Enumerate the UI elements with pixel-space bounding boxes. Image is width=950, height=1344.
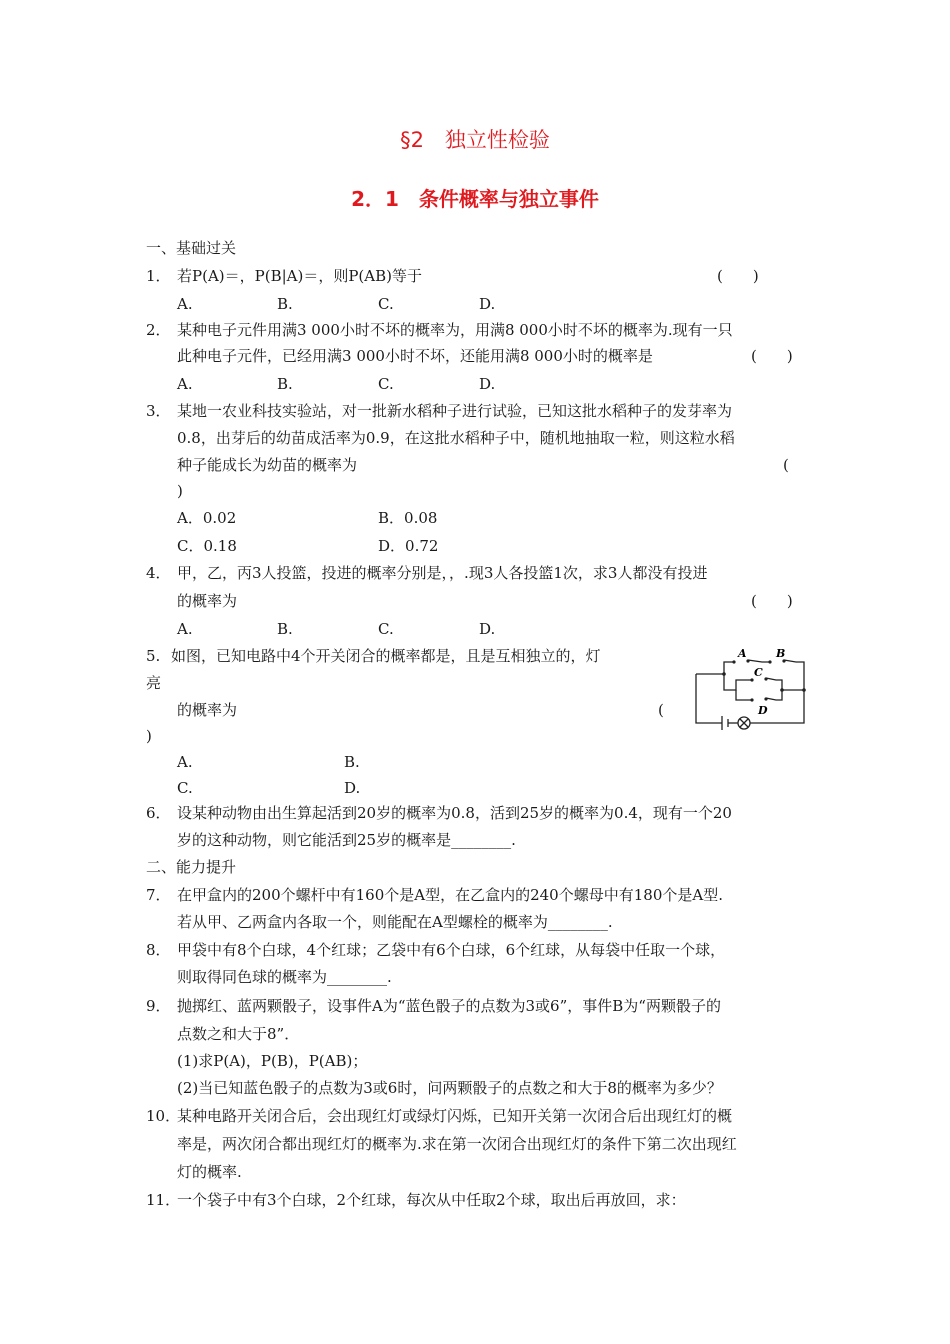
q4-line1: 甲，乙，丙3人投篮，投进的概率分别是，，.现3人各投篮1次，求3人都没有投进 <box>177 564 708 582</box>
q4-option-b: B. <box>277 620 293 638</box>
q3-paren-close: ) <box>177 482 183 500</box>
q4-option-d: D. <box>479 620 496 638</box>
q5-option-d: D. <box>344 779 361 797</box>
q5-line1: 如图，已知电路中4个开关闭合的概率都是，且是互相独立的，灯 <box>171 647 601 665</box>
q9-sub2: (2)当已知蓝色骰子的点数为3或6时，问两颗骰子的点数之和大于8的概率为多少？ <box>177 1079 722 1097</box>
q3-line2: 0.8，出芽后的幼苗成活率为0.9，在这批水稻种子中，随机地抽取一粒，则这粒水稻 <box>177 429 735 447</box>
q6-line1: 设某种动物由出生算起活到20岁的概率为0.8，活到25岁的概率为0.4，现有一个20 <box>177 804 732 822</box>
section-basic: 一、基础过关 <box>146 239 237 257</box>
q1-option-b: B. <box>277 295 293 313</box>
q3-number: 3． <box>146 402 171 420</box>
q9-line2: 点数之和大于8”． <box>177 1025 300 1043</box>
q4-option-a: A. <box>177 620 193 638</box>
q10-number: 10． <box>146 1107 181 1125</box>
q5-line2: 的概率为 <box>177 701 238 719</box>
q3-option-a: A．0.02 <box>177 509 237 527</box>
q5-option-a: A. <box>177 753 193 771</box>
q2-option-d: D. <box>479 375 496 393</box>
q8-number: 8． <box>146 941 171 959</box>
circuit-label-b: B <box>776 647 786 660</box>
subsection-title: 2．1 条件概率与独立事件 <box>351 187 599 211</box>
q1-option-a: A. <box>177 295 193 313</box>
q3-line1: 某地一农业科技实验站，对一批新水稻种子进行试验，已知这批水稻种子的发芽率为 <box>177 402 733 420</box>
q2-number: 2． <box>146 321 171 339</box>
q1-answer-paren: ( ) <box>717 267 759 285</box>
q5-option-b: B. <box>344 753 360 771</box>
q10-line3: 灯的概率. <box>177 1163 242 1181</box>
q7-number: 7． <box>146 886 171 904</box>
q6-number: 6． <box>146 804 171 822</box>
q9-number: 9． <box>146 997 171 1015</box>
q11-number: 11． <box>146 1191 181 1209</box>
q5-paren-close: ) <box>146 727 152 745</box>
q2-option-a: A. <box>177 375 193 393</box>
q4-option-c: C. <box>378 620 394 638</box>
q6-line2: 岁的这种动物，则它能活到25岁的概率是________. <box>177 831 516 849</box>
q3-paren-open: ( <box>783 456 789 474</box>
q3-option-c: C．0.18 <box>177 537 237 555</box>
q4-line2: 的概率为 <box>177 592 238 610</box>
q1-option-d: D. <box>479 295 496 313</box>
q8-line1: 甲袋中有8个白球，4个红球；乙袋中有6个白球，6个红球，从每袋中任取一个球， <box>177 941 726 959</box>
section-title: §2 独立性检验 <box>400 128 550 152</box>
circuit-label-c: C <box>754 666 763 679</box>
q2-answer-paren: ( ) <box>751 347 793 365</box>
circuit-diagram <box>690 642 815 734</box>
q9-line1: 抛掷红、蓝两颗骰子，设事件A为“蓝色骰子的点数为3或6”，事件B为“两颗骰子的 <box>177 997 721 1015</box>
q2-line2: 此种电子元件，已经用满3 000小时不坏，还能用满8 000小时的概率是 <box>177 347 653 365</box>
q3-line3: 种子能成长为幼苗的概率为 <box>177 456 358 474</box>
q7-line1: 在甲盒内的200个螺杆中有160个是A型，在乙盒内的240个螺母中有180个是A型. <box>177 886 723 904</box>
q8-line2: 则取得同色球的概率为________. <box>177 968 392 986</box>
q10-line2: 率是，两次闭合都出现红灯的概率为.求在第一次闭合出现红灯的条件下第二次出现红 <box>177 1135 737 1153</box>
q5-number: 5. <box>146 647 161 665</box>
q3-option-b: B．0.08 <box>378 509 438 527</box>
q10-line1: 某种电路开关闭合后，会出现红灯或绿灯闪烁，已知开关第一次闭合后出现红灯的概 <box>177 1107 733 1125</box>
q2-line1: 某种电子元件用满3 000小时不坏的概率为，用满8 000小时不坏的概率为.现有一只 <box>177 321 733 339</box>
q4-number: 4． <box>146 564 171 582</box>
q1-text: 若P(A)＝，P(B|A)＝，则P(AB)等于 <box>177 267 422 285</box>
q5-line1b: 亮 <box>146 674 162 692</box>
circuit-label-a: A <box>738 647 747 660</box>
q5-paren-open: ( <box>658 701 664 719</box>
q7-line2: 若从甲、乙两盒内各取一个，则能配在A型螺栓的概率为________. <box>177 913 613 931</box>
q3-option-d: D．0.72 <box>378 537 439 555</box>
q5-option-c: C. <box>177 779 193 797</box>
q1-option-c: C. <box>378 295 394 313</box>
circuit-label-d: D <box>758 704 768 717</box>
q1-number: 1． <box>146 267 171 285</box>
section-advanced: 二、能力提升 <box>146 858 237 876</box>
q9-sub1: (1)求P(A)，P(B)，P(AB)； <box>177 1052 368 1070</box>
q2-option-c: C. <box>378 375 394 393</box>
q4-answer-paren: ( ) <box>751 592 793 610</box>
q11-line1: 一个袋子中有3个白球，2个红球，每次从中任取2个球，取出后再放回，求： <box>177 1191 686 1209</box>
q2-option-b: B. <box>277 375 293 393</box>
